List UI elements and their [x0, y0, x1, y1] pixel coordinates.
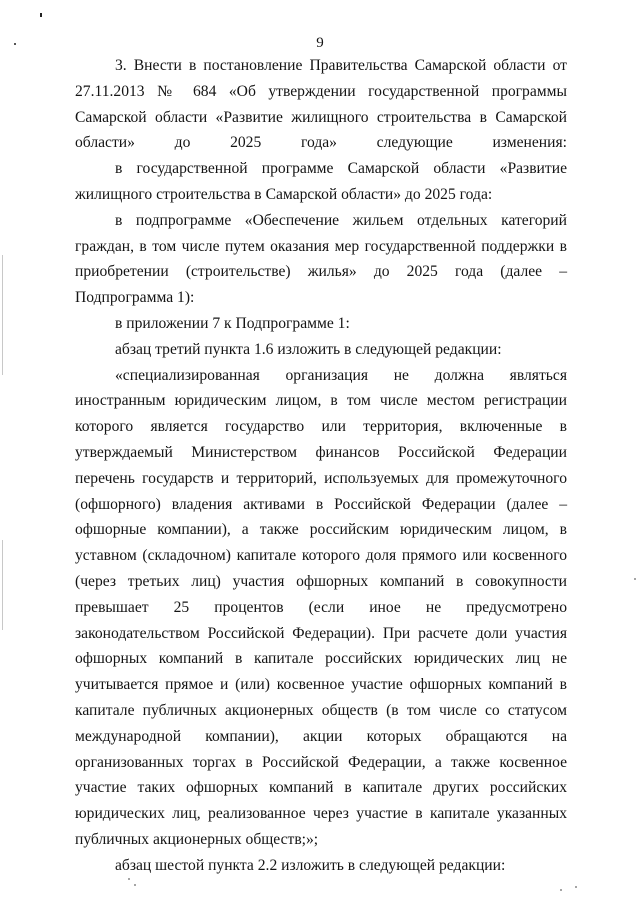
paragraph-organization-requirements: «специализированная организация не должна являться иностранным юридическим лицом, в том числе местом регистрации которого является государство или территория, включенные в утверждаемый Министерством финансов Российской Федерации перечень государств и территорий, используемых для промежуточного (офшорного) владения активами в Российской Федерации (далее – офшорные компании), а также российским юридическим лицом, в уставном (складочном) капитале которого доля прямого или косвенного (через третьих лиц) участия офшорных компаний в совокупности превышает 25 процентов (если иное не предусмотрено законодательством Российской Федерации). При расчете доли участия офшорных компаний в капитале российских юридических лиц не учитывается прямое и (или) косвенное участие офшорных компаний в капитале публичных акционерных обществ (в том числе со статусом международной компании), акции которых обращаются на организованных торгах в Российской Федерации, а также косвенное участие таких офшорных компаний в капитале других российских юридических лиц, реализованное через участие в капитале указанных публичных акционерных обществ;»; [75, 366, 567, 848]
page-number: 9 [316, 35, 324, 51]
scan-speck [575, 886, 577, 888]
paragraph-item-2-2: абзац шестой пункта 2.2 изложить в следующей редакции: [115, 856, 506, 874]
document-body [75, 53, 567, 879]
paragraph-subprogram: в подпрограмме «Обеспечение жильем отдельных категорий граждан, в том числе путем оказания мер государственной поддержки в приобретении (строительстве) жилья» до 2025 года (далее – Подпрограмма 1): [75, 211, 567, 307]
scan-speck [560, 889, 562, 891]
scan-edge-line [2, 540, 3, 630]
paragraph-amendment-intro: 3. Внести в постановление Правительства Самарской области от 27.11.2013 № 684 «Об утверждении государственной программы Самарской области «Развитие жилищного строительства в Самарской области» до 2025 года» следующие изменения: [75, 57, 567, 152]
paragraph-state-program: в государственной программе Самарской области «Развитие жилищного строительства в Самарской области» до 2025 года: [75, 160, 567, 203]
scan-speck [634, 578, 636, 580]
scan-speck [134, 884, 136, 886]
scan-speck [40, 13, 42, 17]
paragraph-appendix: в приложении 7 к Подпрограмме 1: [115, 314, 350, 332]
scan-edge-line [2, 255, 3, 375]
paragraph-item-1-6: абзац третий пункта 1.6 изложить в следующей редакции: [115, 340, 502, 358]
